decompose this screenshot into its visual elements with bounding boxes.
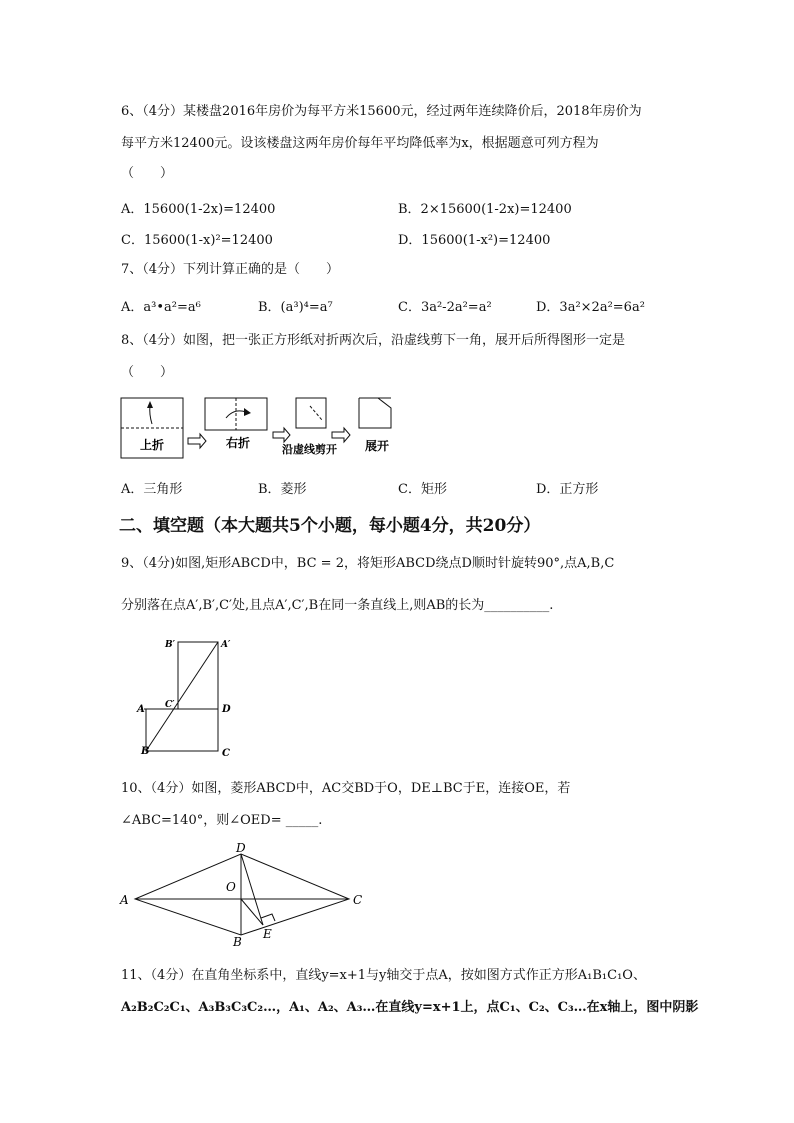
label-d: D — [222, 704, 231, 715]
label-a: A — [120, 893, 129, 907]
right-angle-mark — [261, 914, 275, 921]
q8-option-c: C．矩形 — [398, 482, 447, 497]
label-unfold: 展开 — [365, 439, 390, 453]
label-c: C — [222, 748, 230, 759]
q8-stem-line1: 8、（4分）如图，把一张正方形纸对折两次后，沿虚线剪下一角，展开后所得图形一定是 — [121, 333, 626, 348]
step-arrow-2 — [273, 428, 290, 442]
q6-option-c: C．15600(1-x)²=12400 — [121, 233, 273, 248]
q7-stem: 7、（4分）下列计算正确的是（ ） — [121, 262, 340, 277]
q9-stem-line2: 分别落在点A′,B′,C′处,且点A′,C′,B在同一条直线上,则AB的长为__________. — [121, 598, 554, 613]
q6-answer-paren: （ ） — [121, 166, 174, 181]
label-up-fold: 上折 — [140, 438, 165, 452]
label-cut: 沿虚线剪开 — [282, 443, 337, 456]
q6-stem-line2: 每平方米12400元。设该楼盘这两年房价每年平均降低率为x，根据题意可列方程为 — [121, 136, 599, 151]
line-b-aprime — [146, 642, 218, 751]
q8-option-a: A．三角形 — [121, 482, 183, 497]
cut-dashed-line — [310, 406, 322, 420]
label-c-prime: C′ — [165, 700, 175, 710]
label-a-prime: A′ — [221, 640, 231, 650]
label-right-fold: 右折 — [226, 436, 251, 450]
q8-answer-paren: （ ） — [121, 365, 174, 380]
q6-stem-line1: 6、（4分）某楼盘2016年房价为每平方米15600元，经过两年连续降价后，2018年房价为 — [121, 104, 642, 119]
step-arrow-1 — [188, 434, 206, 448]
rect-original — [146, 709, 218, 751]
q6-option-d: D．15600(1-x²)=12400 — [398, 233, 551, 248]
q7-option-b: B．(a³)⁴=a⁷ — [258, 300, 333, 315]
q8-folding-figure — [118, 392, 408, 464]
step-arrow-3 — [332, 428, 350, 442]
label-b: B — [233, 935, 242, 949]
label-o: O — [226, 880, 236, 894]
q6-option-a: A．15600(1-2x)=12400 — [121, 202, 276, 217]
q7-option-c: C．3a²-2a²=a² — [398, 300, 492, 315]
unfold-result — [359, 398, 391, 428]
rhombus-abcd — [135, 854, 349, 935]
label-c: C — [353, 893, 363, 907]
q9-rectangle-figure — [132, 632, 242, 760]
q8-option-d: D．正方形 — [536, 482, 599, 497]
q7-option-a: A．a³•a²=a⁶ — [121, 300, 201, 315]
q10-stem-line2: ∠ABC=140°，则∠OED= _____. — [121, 813, 323, 828]
q7-option-d: D．3a²×2a²=6a² — [536, 300, 645, 315]
label-b-prime: B′ — [165, 640, 175, 650]
label-e: E — [263, 927, 272, 941]
q11-stem-line1: 11、（4分）在直角坐标系中，直线y=x+1与y轴交于点A，按如图方式作正方形A₁B₁C₁O、 — [121, 968, 646, 983]
label-a: A — [137, 704, 145, 715]
fold-square-3 — [296, 398, 326, 428]
q8-option-b: B．菱形 — [258, 482, 307, 497]
segment-de — [241, 854, 263, 925]
label-d: D — [236, 841, 246, 855]
segment-oe — [241, 899, 263, 925]
q10-rhombus-figure — [115, 838, 375, 950]
fold-up-arrow — [150, 406, 152, 424]
label-b: B — [141, 746, 150, 757]
q10-stem-line1: 10、（4分）如图，菱形ABCD中，AC交BD于O，DE⊥BC于E，连接OE，若 — [121, 781, 571, 796]
q11-stem-line2: A₂B₂C₂C₁、A₃B₃C₃C₂…，A₁、A₂、A₃…在直线y=x+1上，点C₁、C₂、C₃…在x轴上，图中阴影 — [121, 1000, 699, 1015]
q9-stem-line1: 9、（4分)如图,矩形ABCD中，BC = 2，将矩形ABCD绕点D顺时针旋转90°,点A,B,C — [121, 556, 615, 571]
rect-rotated — [178, 642, 218, 709]
q6-option-b: B．2×15600(1-2x)=12400 — [398, 202, 572, 217]
section-heading: 二、填空题（本大题共5个小题，每小题4分，共20分） — [119, 516, 541, 536]
